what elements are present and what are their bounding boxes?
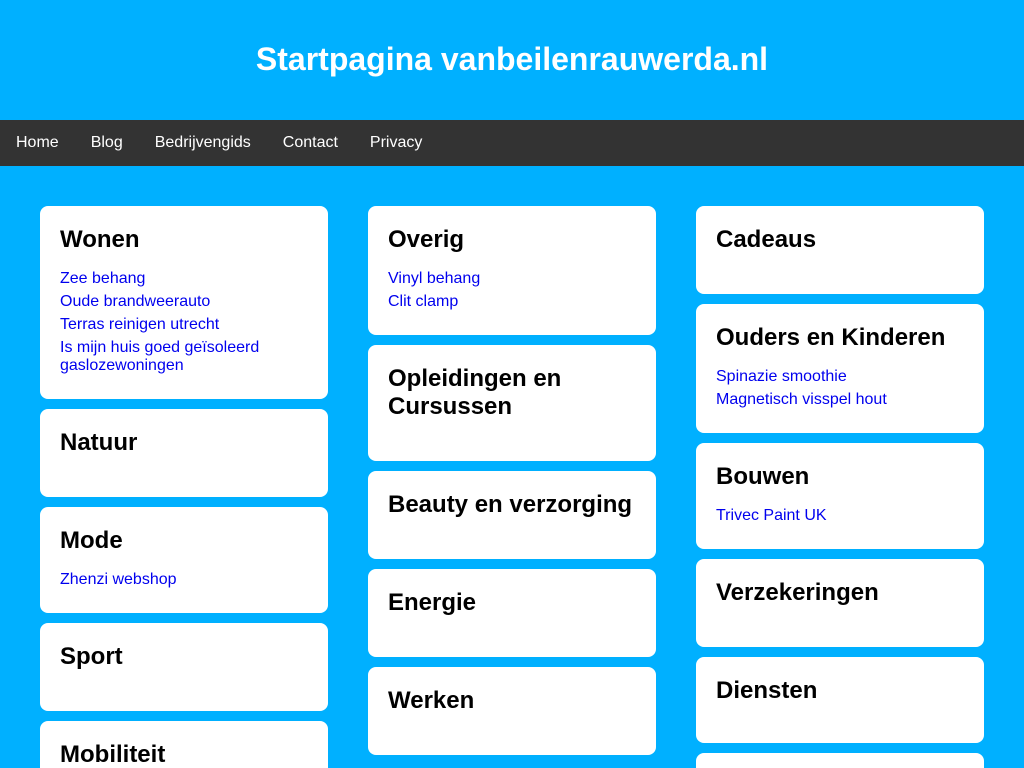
- category-card-opleidingen: [368, 345, 656, 461]
- category-link[interactable]: Terras reinigen utrecht: [60, 316, 220, 333]
- nav-bedrijvengids-link[interactable]: Bedrijvengids: [154, 134, 251, 151]
- nav-home-link[interactable]: Home: [16, 134, 59, 151]
- category-column-1: [40, 206, 328, 768]
- category-link[interactable]: Clit clamp: [388, 293, 459, 310]
- category-link[interactable]: Zhenzi webshop: [60, 571, 177, 588]
- category-card-verzekeringen: [696, 559, 984, 647]
- category-card-cadeaus: [696, 206, 984, 294]
- category-title: Sport: [60, 643, 123, 670]
- category-card-bouwen: [696, 443, 984, 549]
- category-link[interactable]: Spinazie smoothie: [716, 368, 847, 385]
- category-card-next: [696, 753, 984, 768]
- category-title: Werken: [388, 687, 475, 714]
- category-title: Mode: [60, 527, 123, 554]
- nav-privacy-link[interactable]: Privacy: [369, 134, 423, 151]
- category-links: [716, 368, 964, 409]
- category-card-mobiliteit: [40, 721, 328, 768]
- category-link[interactable]: Zee behang: [60, 270, 146, 287]
- category-link[interactable]: Magnetisch visspel hout: [716, 391, 887, 408]
- nav-contact-link[interactable]: Contact: [282, 134, 338, 151]
- category-links: [716, 507, 964, 525]
- category-title: Verzekeringen: [716, 579, 879, 606]
- category-card-overig: [368, 206, 656, 335]
- category-title: Natuur: [60, 429, 138, 456]
- category-grid: [0, 166, 1024, 768]
- category-title: Cadeaus: [716, 226, 817, 253]
- category-card-werken: [368, 667, 656, 755]
- category-card-diensten: [696, 657, 984, 743]
- category-column-3: [696, 206, 984, 768]
- category-title: Beauty en verzorging: [388, 491, 633, 518]
- category-card-ouders-kinderen: [696, 304, 984, 433]
- category-card-natuur: [40, 409, 328, 497]
- category-title: Opleidingen en Cursussen: [388, 365, 562, 420]
- category-card-beauty: [368, 471, 656, 559]
- category-title: Ouders en Kinderen: [716, 324, 946, 351]
- category-links: [60, 270, 308, 375]
- category-links: [388, 270, 636, 311]
- category-title: Mobiliteit: [60, 741, 166, 768]
- site-header: [0, 0, 1024, 120]
- category-title: Bouwen: [716, 463, 810, 490]
- category-links: [60, 571, 308, 589]
- category-title: Wonen: [60, 226, 140, 253]
- category-card-sport: [40, 623, 328, 711]
- category-card-energie: [368, 569, 656, 657]
- category-title: Overig: [388, 226, 465, 253]
- category-title: Energie: [388, 589, 477, 616]
- category-card-mode: [40, 507, 328, 613]
- category-title: Diensten: [716, 677, 818, 704]
- category-link[interactable]: Is mijn huis goed geïsoleerd gaslozewoningen: [60, 339, 260, 374]
- category-link[interactable]: Trivec Paint UK: [716, 507, 827, 524]
- category-column-2: [368, 206, 656, 765]
- nav-blog-link[interactable]: Blog: [90, 134, 123, 151]
- category-link[interactable]: Oude brandweerauto: [60, 293, 211, 310]
- page-title: Startpagina vanbeilenrauwerda.nl: [255, 40, 769, 77]
- category-card-wonen: [40, 206, 328, 399]
- category-link[interactable]: Vinyl behang: [388, 270, 481, 287]
- main-navbar: [0, 120, 1024, 166]
